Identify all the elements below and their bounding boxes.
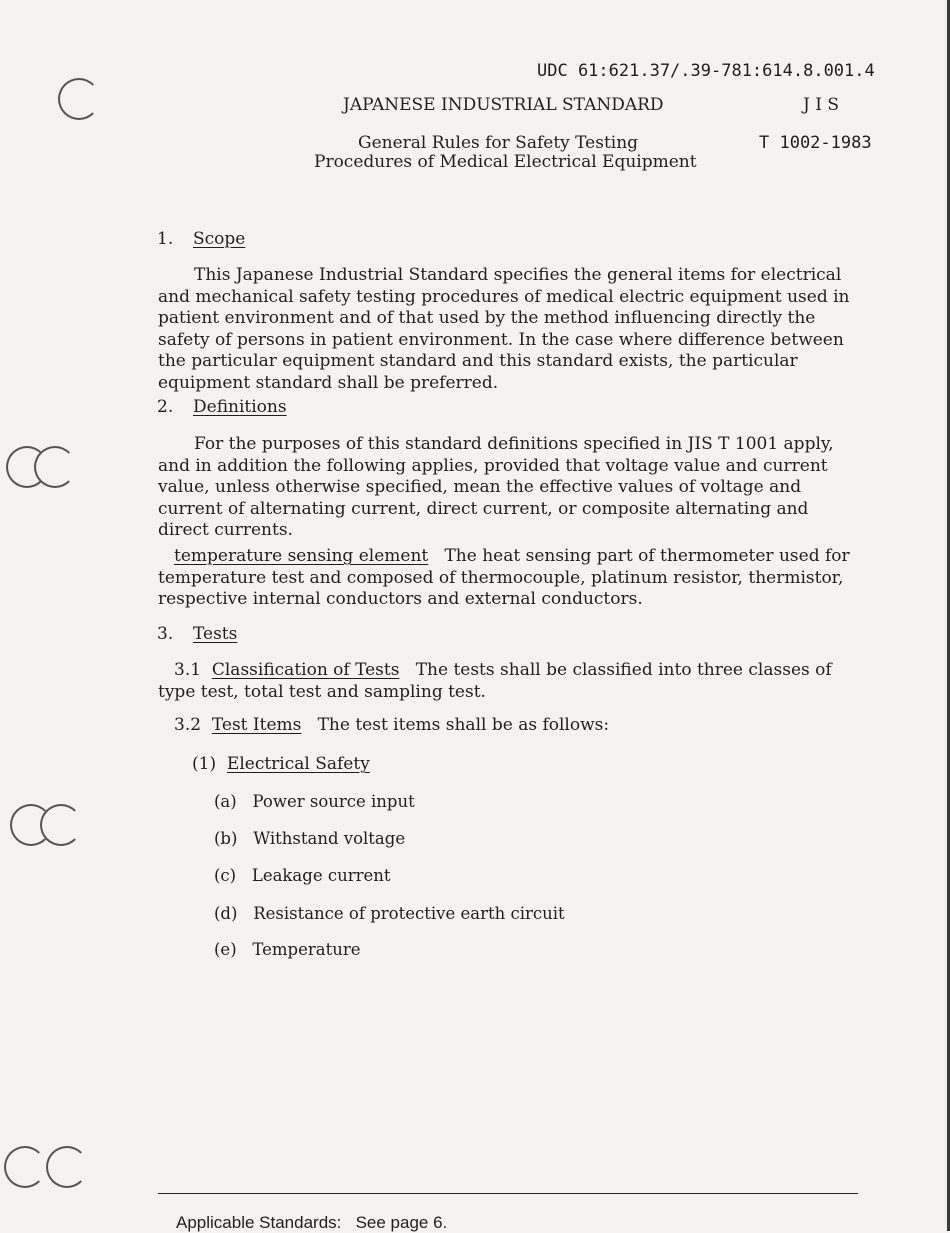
term-definition	[158, 546, 860, 611]
test-item	[214, 866, 391, 885]
section-heading-definitions: Definitions	[193, 397, 287, 417]
footer-text: See page 6.	[355, 1213, 448, 1232]
test-item	[214, 904, 565, 923]
item-text: Leakage current	[251, 866, 391, 885]
jis-mark: J I S	[803, 95, 839, 115]
clause-text: The tests shall be classified into three classes of type test, total test and sampling test.	[158, 660, 832, 702]
test-group	[192, 754, 370, 774]
standard-designation: T 1002-1983	[759, 133, 872, 153]
item-label: (e)	[214, 940, 237, 959]
punch-hole	[34, 446, 76, 488]
group-number: (1)	[192, 754, 217, 774]
standard-name: JAPANESE INDUSTRIAL STANDARD	[343, 95, 664, 115]
clause-number: 3.1	[174, 660, 202, 680]
punch-hole	[40, 804, 82, 846]
udc-code: UDC 61:621.37/.39-781:614.8.001.4	[537, 61, 875, 81]
clause-text: The test items shall be as follows:	[317, 715, 610, 735]
item-text: Resistance of protective earth circuit	[253, 904, 565, 923]
section-number: 3.	[157, 624, 174, 644]
clause-3-2	[174, 715, 609, 735]
section-heading-tests: Tests	[193, 624, 238, 644]
item-label: (b)	[214, 829, 238, 848]
applicable-standards	[176, 1213, 447, 1233]
test-item	[214, 829, 405, 848]
term: temperature sensing element	[174, 546, 429, 566]
group-heading: Electrical Safety	[226, 754, 370, 774]
footer-rule	[158, 1193, 858, 1194]
test-item	[214, 940, 361, 959]
title-line1: General Rules for Safety Testing	[358, 133, 639, 153]
item-label: (d)	[214, 904, 238, 923]
definitions-paragraph: For the purposes of this standard definitions specified in JIS T 1001 apply, and in addition the following applies, provided that voltage value and current value, unless otherwise specified, mean the effective values of voltage and current of alternating current, direct current, or composite alternating and direct currents.	[158, 434, 834, 540]
item-text: Power source input	[252, 792, 415, 811]
punch-hole	[46, 1146, 88, 1188]
section-number: 1.	[157, 229, 174, 249]
item-label: (c)	[214, 866, 237, 885]
item-label: (a)	[214, 792, 237, 811]
clause-heading: Classification of Tests	[211, 660, 400, 680]
clause-heading: Test Items	[211, 715, 302, 735]
scope-paragraph: This Japanese Industrial Standard specifies the general items for electrical and mechanical safety testing procedures of medical electric equipment used in patient environment and of that used by the method influencing directly the safety of persons in patient environment. In the case where difference between the particular equipment standard and this standard exists, the particular equipment standard shall be preferred.	[158, 265, 850, 393]
clause-number: 3.2	[174, 715, 202, 735]
term-text: The heat sensing part of thermometer used for temperature test and composed of thermocouple, platinum resistor, thermistor, respective internal conductors and external conductors.	[158, 546, 850, 609]
section-number: 2.	[157, 397, 174, 417]
item-text: Temperature	[252, 940, 361, 959]
section-heading-scope: Scope	[193, 229, 246, 249]
punch-hole	[4, 1146, 46, 1188]
footer-label: Applicable Standards:	[176, 1213, 342, 1232]
punch-hole	[58, 78, 100, 120]
title-line2: Procedures of Medical Electrical Equipment	[314, 152, 697, 172]
test-item	[214, 792, 415, 811]
item-text: Withstand voltage	[253, 829, 406, 848]
clause-3-1	[158, 660, 858, 703]
